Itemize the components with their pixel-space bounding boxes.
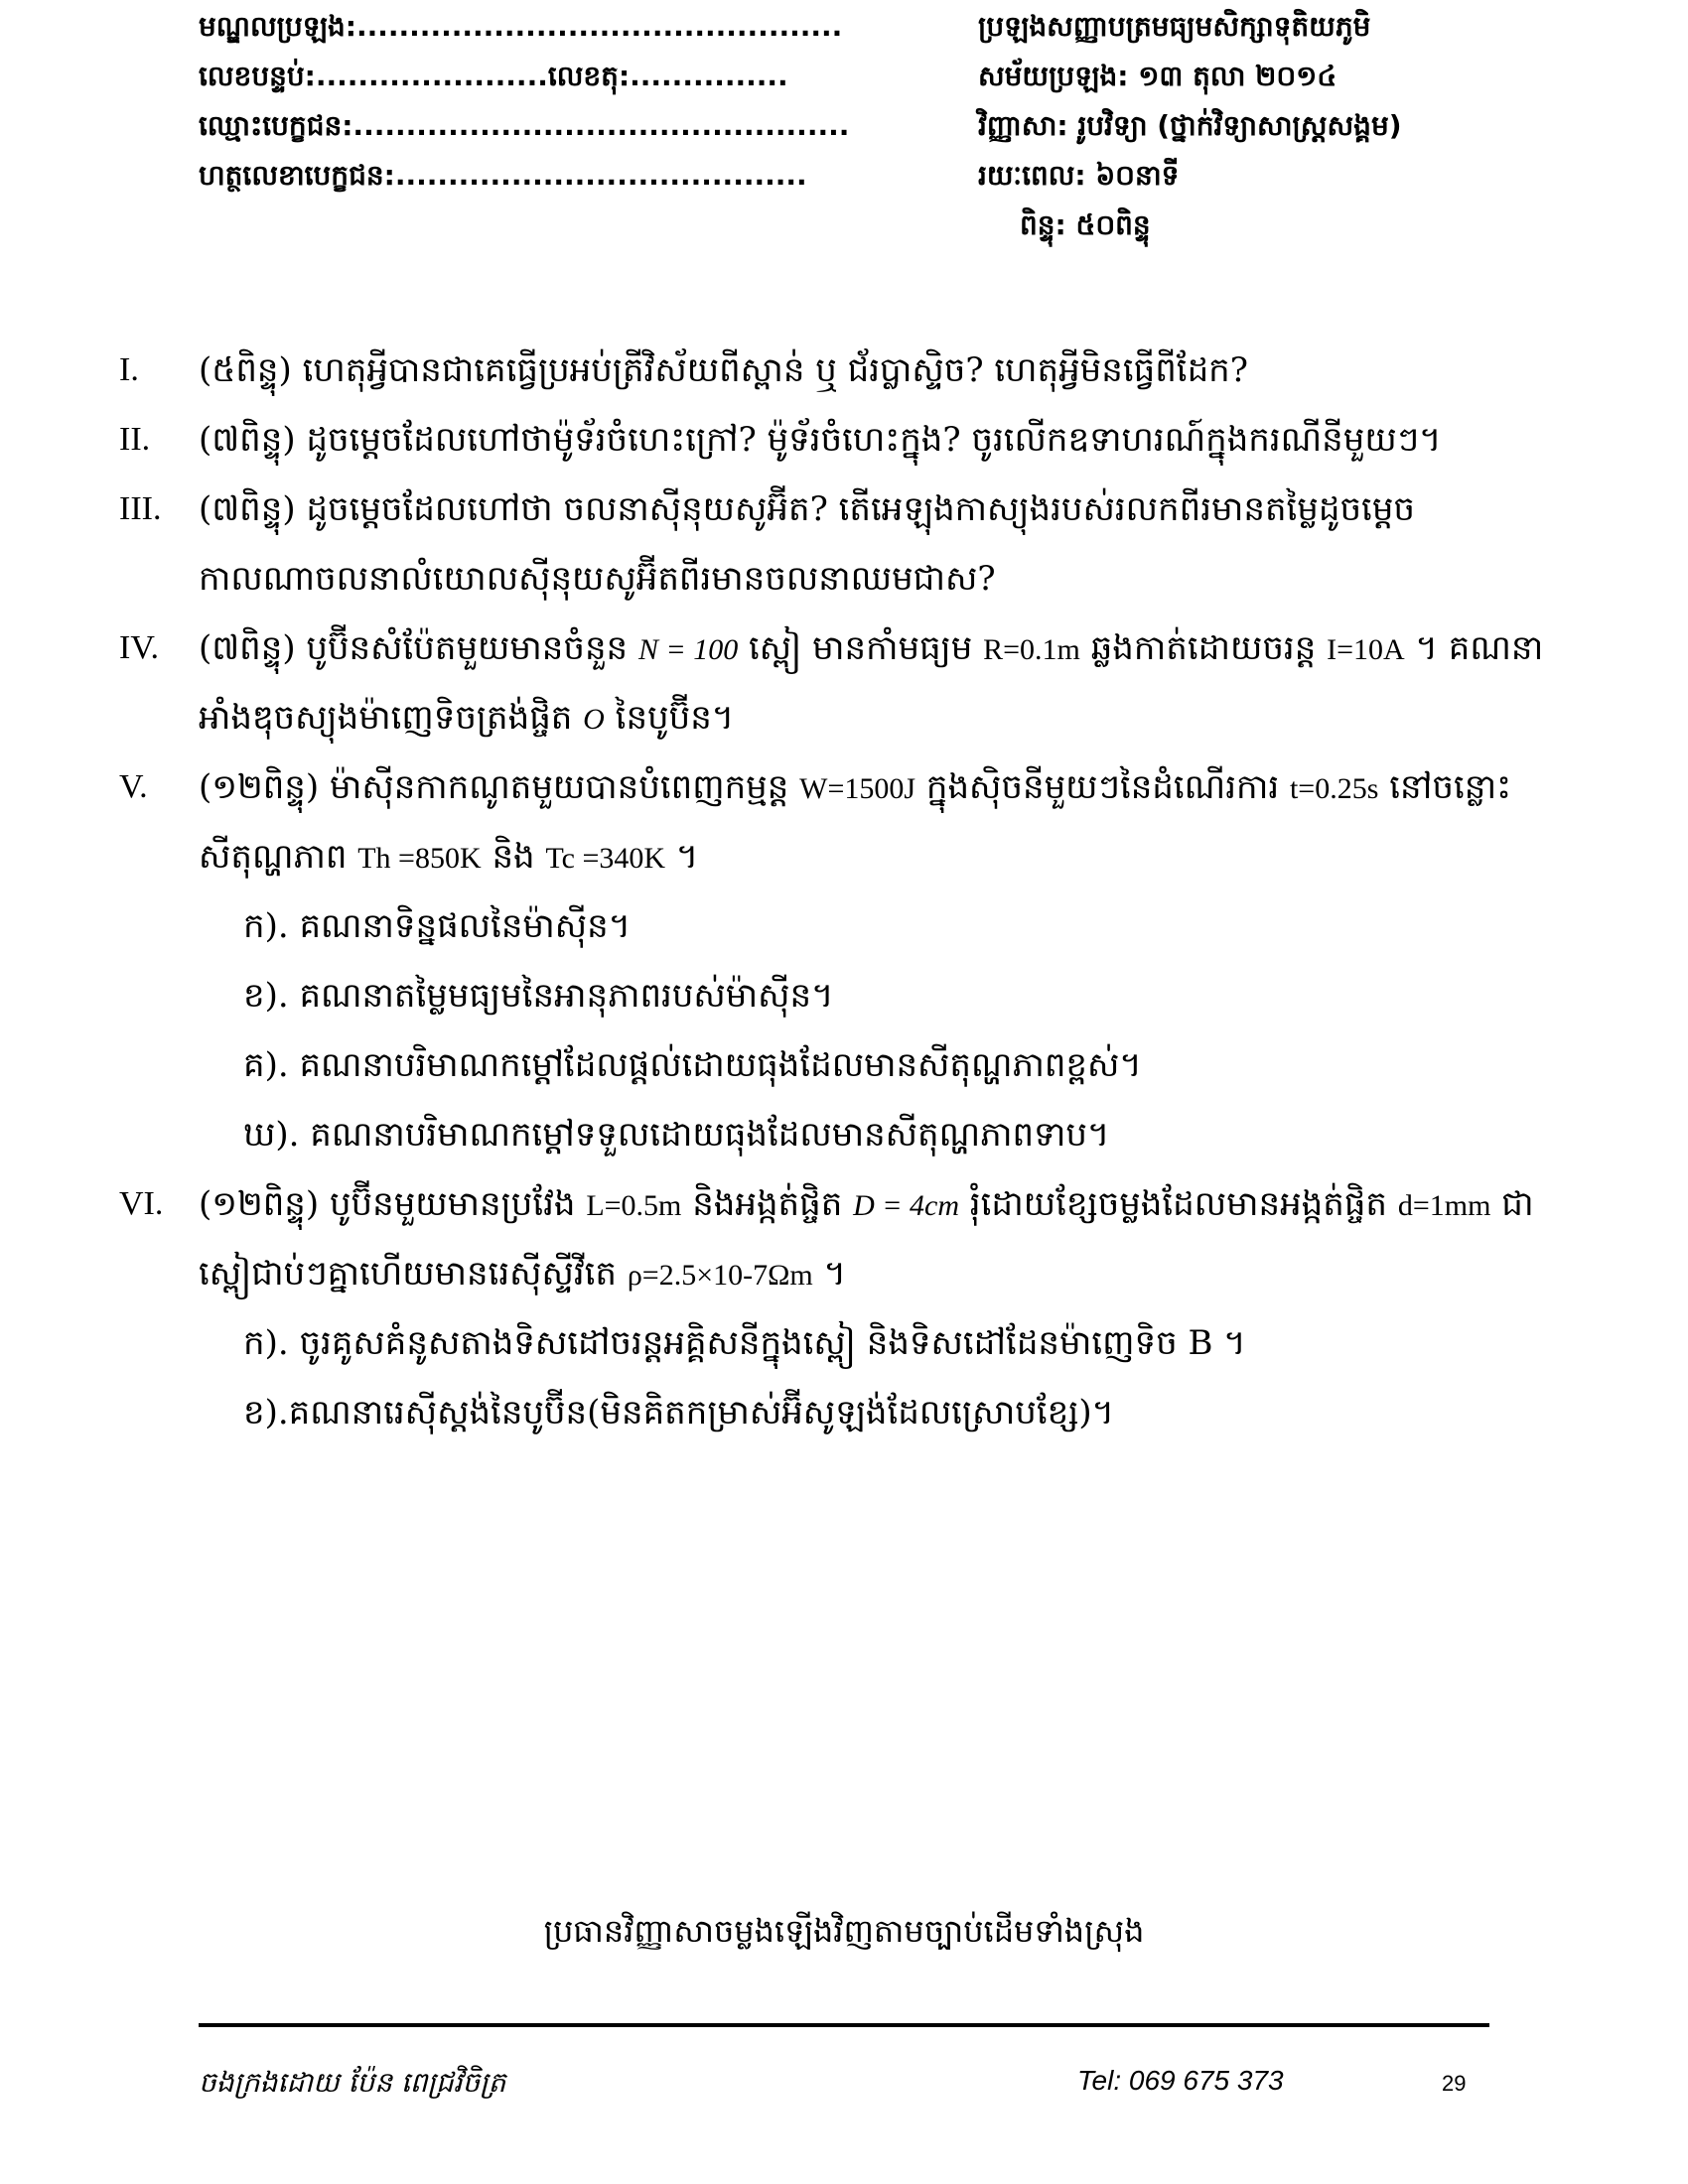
math-resistivity: ρ=2.5×10-7Ωm [627,1259,813,1292]
question-2 [119,405,1609,475]
copy-note: ប្រធានវិញ្ញាសាចម្លងឡើងវិញតាមច្បាប់ដើមទាំងស្រុង [543,1912,1145,1950]
question-text: (៧ពិន្ទុ) ដូចម្តេចដែលហៅថាម៉ូទ័រចំហេះក្រៅ? ម៉ូទ័រចំហេះក្នុង? ចូរលើកឧទាហរណ៍ក្នុងករណីនីមួយៗ។ [199,420,1442,460]
math-diameter: D = 4cm [853,1189,959,1222]
question-3 [119,475,1609,544]
question-6-part-b [119,1378,1609,1447]
sub-question-text: ខ). គណនាតម្លៃមធ្យមនៃអានុភាពរបស់ម៉ាស៊ីន។ [243,976,834,1016]
question-number: IV. [119,629,159,666]
sub-question-text: គ). គណនាបរិមាណកម្តៅដែលផ្តល់ដោយធុងដែលមានសីតុណ្ហភាពខ្ពស់។ [243,1045,1142,1085]
candidate-name-field: ឈ្មោះបេក្ខជន:............................................... [199,109,850,142]
header-exam-info-right [978,2,1614,250]
exam-subject: វិញ្ញាសា: រូបវិទ្យា (ថ្នាក់វិទ្យាសាស្ត្រសង្គម) [978,109,1402,142]
question-6-part-a [119,1308,1609,1378]
math-current: I=10A [1327,633,1405,666]
sub-question-text: ក). ចូរគូសគំនូសតាងទិសដៅចរន្តអគ្គិសនីក្នុងស្ពៀ និងទិសដៅដែនម៉ាញេទិច B ។ [243,1323,1246,1363]
math-hot-temp: Th =850K [357,842,482,875]
question-number: V. [119,768,148,805]
question-list [119,336,1609,1447]
math-n-equals-100: N = 100 [637,633,739,666]
question-text: (៧ពិន្ទុ) បូប៊ីនសំប៉ែតមួយមានចំនួន N = 100 ស្ពៀ មានកាំមធ្យម R=0.1m ឆ្លងកាត់ដោយចរន្ត I=10A ។ គណនា [199,628,1544,668]
math-work: W=1500J [799,772,916,805]
math-center-o: O [583,703,605,736]
exam-session-date: សម័យប្រឡង: ១៣ តុលា ២០១៤ [978,60,1337,92]
question-text: សីតុណ្ហភាព Th =850K និង Tc =340K ។ [199,837,699,877]
math-radius: R=0.1m [983,633,1080,666]
question-number: I. [119,351,139,388]
sub-question-text: ឃ). គណនាបរិមាណកម្តៅទទួលដោយធុងដែលមានសីតុណ្ហភាពទាប។ [243,1115,1110,1155]
room-desk-field: លេខបន្ទប់:......................លេខតុ:............... [199,60,788,92]
question-text: អាំងឌុចស្យុងម៉ាញេទិចត្រង់ផ្ចិត O នៃបូប៊ីន។ [199,698,735,738]
question-5-part-c [119,1030,1609,1100]
question-number: VI. [119,1185,164,1222]
math-time: t=0.25s [1289,772,1379,805]
question-4 [119,614,1609,683]
math-cold-temp: Tc =340K [545,842,666,875]
question-5-part-d [119,1100,1609,1169]
exam-center-field: មណ្ឌលប្រឡង:.............................................. [199,10,843,43]
question-text: (១២ពិន្ទុ) ម៉ាស៊ីនកាកណូតមួយបានបំពេញកម្មន្ត W=1500J ក្នុងស៊ិចនីមួយៗនៃដំណើរការ t=0.25s នៅចន្លោះ [199,767,1512,807]
math-length: L=0.5m [586,1189,682,1222]
sub-question-text: ខ).គណនារេស៊ីស្តង់នៃបូប៊ីន(មិនគិតកម្រាស់អ៊ីសូឡង់ដែលស្រោបខ្សែ)។ [243,1393,1115,1433]
question-6-continued [119,1239,1609,1308]
question-text: (៥ពិន្ទុ) ហេតុអ្វីបានជាគេធ្វើប្រអប់ត្រីវិស័យពីស្ពាន់ ឬ ជ័រប្លាស្ទិច? ហេតុអ្វីមិនធ្វើពីដែក? [199,350,1248,390]
question-3-continued [119,544,1609,614]
question-5-part-a [119,891,1609,961]
question-text: ស្ពៀជាប់ៗគ្នាហើយមានរេស៊ីស្ទីវីតេ ρ=2.5×10-7Ωm ។ [199,1254,846,1294]
question-4-continued [119,683,1609,752]
question-number: III. [119,490,162,527]
candidate-signature-field: ហត្ថលេខាបេក្ខជន:....................................... [199,159,807,192]
question-5 [119,752,1609,822]
question-6 [119,1169,1609,1239]
page-number: 29 [1442,2071,1467,2096]
question-text: (១២ពិន្ទុ) បូប៊ីនមួយមានប្រវែង L=0.5m និងអង្កត់ផ្ចិត D = 4cm រុំដោយខ្សែចម្លងដែលមានអង្កត់ផ្ចិត d=1mm ជា [199,1184,1534,1224]
exam-title: ប្រឡងសញ្ញាបត្រមធ្យមសិក្សាទុតិយភូមិ [978,10,1371,43]
question-text: កាលណាចលនាលំយោលស៊ីនុយសូអ៊ីតពីរមានចលនាឈមជាស? [199,559,996,599]
sub-question-text: ក). គណនាទិន្នផលនៃម៉ាស៊ីន។ [243,906,632,946]
footer-divider [199,2023,1489,2027]
exam-total-score: ពិន្ទុ: ៥០ពិន្ទុ [1020,208,1151,241]
exam-duration: រយៈពេល: ៦០នាទី [978,159,1180,192]
question-1 [119,336,1609,405]
footer-author: ចងក្រងដោយ ប៉ែន ពេជ្រវិចិត្រ [199,2066,506,2099]
question-number: II. [119,421,151,458]
question-5-continued [119,822,1609,891]
question-5-part-b [119,961,1609,1030]
header-exam-info-left [199,2,850,201]
math-wire-diameter: d=1mm [1397,1189,1491,1222]
footer-telephone: Tel: 069 675 373 [1077,2065,1284,2096]
question-text: (៧ពិន្ទុ) ដូចម្តេចដែលហៅថា ចលនាស៊ីនុយសូអ៊ីត? តើអេឡុងកាស្យុងរបស់រលកពីរមានតម្លៃដូចម្តេច [199,489,1416,529]
